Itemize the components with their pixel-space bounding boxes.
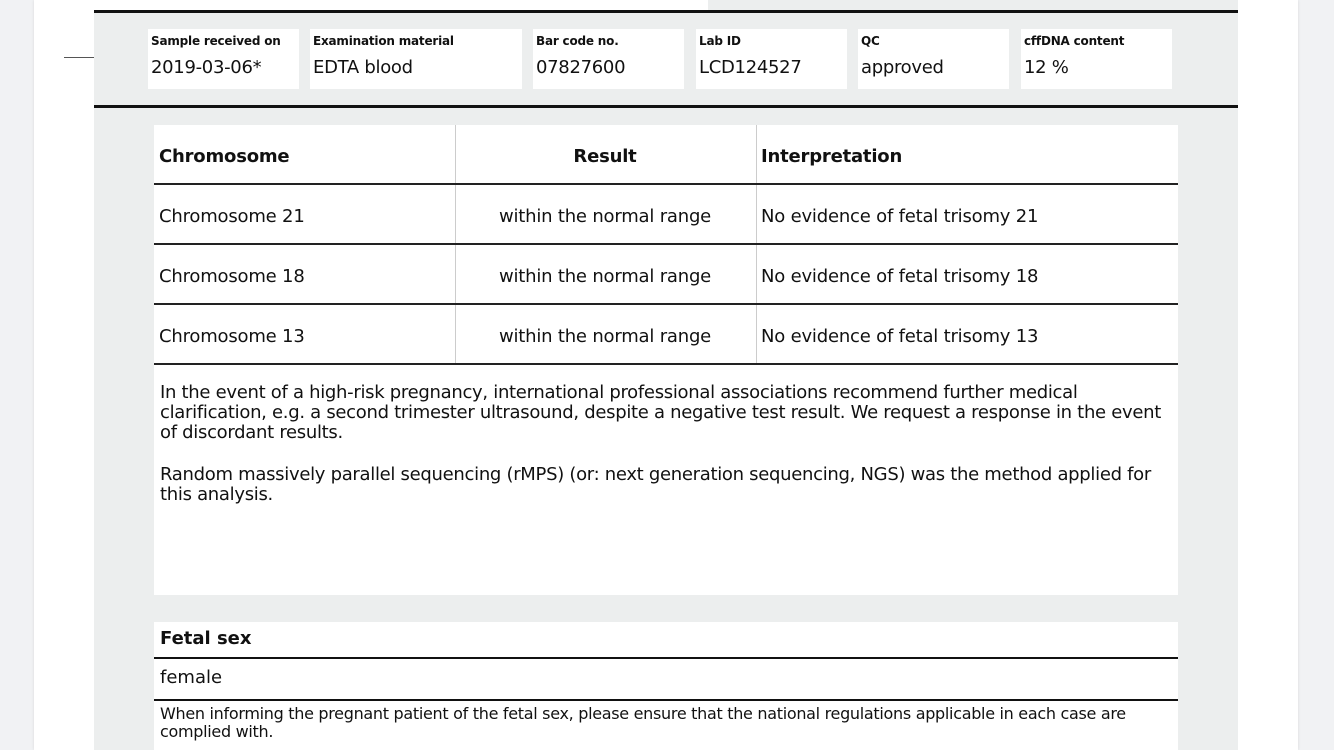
table-row <box>154 185 1178 245</box>
field-value: 12 % <box>1024 57 1069 78</box>
table-row <box>154 245 1178 305</box>
field-value: EDTA blood <box>313 57 413 78</box>
result-cell: within the normal range <box>498 326 712 347</box>
header-result: Result <box>573 146 637 167</box>
header-tab <box>94 0 708 10</box>
chromosome-cell: Chromosome 18 <box>159 266 305 287</box>
interpretation-cell: No evidence of fetal trisomy 18 <box>761 266 1039 287</box>
table-row <box>154 305 1178 365</box>
fetal-sex-note: When informing the pregnant patient of the fetal sex, please ensure that the national regulations applicable in each case are complied with. <box>160 704 1126 741</box>
divider <box>154 699 1178 701</box>
fetal-sex-heading: Fetal sex <box>160 628 252 649</box>
table-header <box>154 125 1178 185</box>
field-value: LCD124527 <box>699 57 802 78</box>
header-chromosome: Chromosome <box>159 146 290 167</box>
recommendation-note: In the event of a high-risk pregnancy, international professional associations recommend further medical clarification, e.g. a second trimester ultrasound, despite a negative test result. We request a response in the event of discordant results. <box>160 382 1162 443</box>
qc-cell <box>858 29 1009 89</box>
field-label: cffDNA content <box>1024 34 1125 48</box>
sample-received-cell <box>148 29 299 89</box>
field-label: Examination material <box>313 34 454 48</box>
interpretation-cell: No evidence of fetal trisomy 21 <box>761 206 1039 227</box>
field-value: 07827600 <box>536 57 626 78</box>
field-label: Lab ID <box>699 34 741 48</box>
chromosome-cell: Chromosome 21 <box>159 206 305 227</box>
field-label: Sample received on <box>151 34 281 48</box>
margin-mark <box>64 57 94 58</box>
field-value: approved <box>861 57 944 78</box>
results-table <box>154 125 1178 595</box>
divider <box>94 10 1238 13</box>
bar-code-cell <box>533 29 684 89</box>
header-interpretation: Interpretation <box>761 146 903 167</box>
field-value: 2019-03-06* <box>151 57 262 78</box>
result-cell: within the normal range <box>498 206 712 227</box>
chromosome-cell: Chromosome 13 <box>159 326 305 347</box>
field-label: Bar code no. <box>536 34 619 48</box>
result-cell: within the normal range <box>498 266 712 287</box>
interpretation-cell: No evidence of fetal trisomy 13 <box>761 326 1039 347</box>
fetal-sex-value: female <box>160 667 223 688</box>
examination-material-cell <box>310 29 522 89</box>
divider <box>94 105 1238 108</box>
fetal-sex-section <box>154 622 1178 750</box>
method-note: Random massively parallel sequencing (rMPS) (or: next generation sequencing, NGS) was the method applied for this analysis. <box>160 464 1151 505</box>
divider <box>154 657 1178 659</box>
field-label: QC <box>861 34 880 48</box>
lab-id-cell <box>696 29 847 89</box>
cffdna-cell <box>1021 29 1172 89</box>
